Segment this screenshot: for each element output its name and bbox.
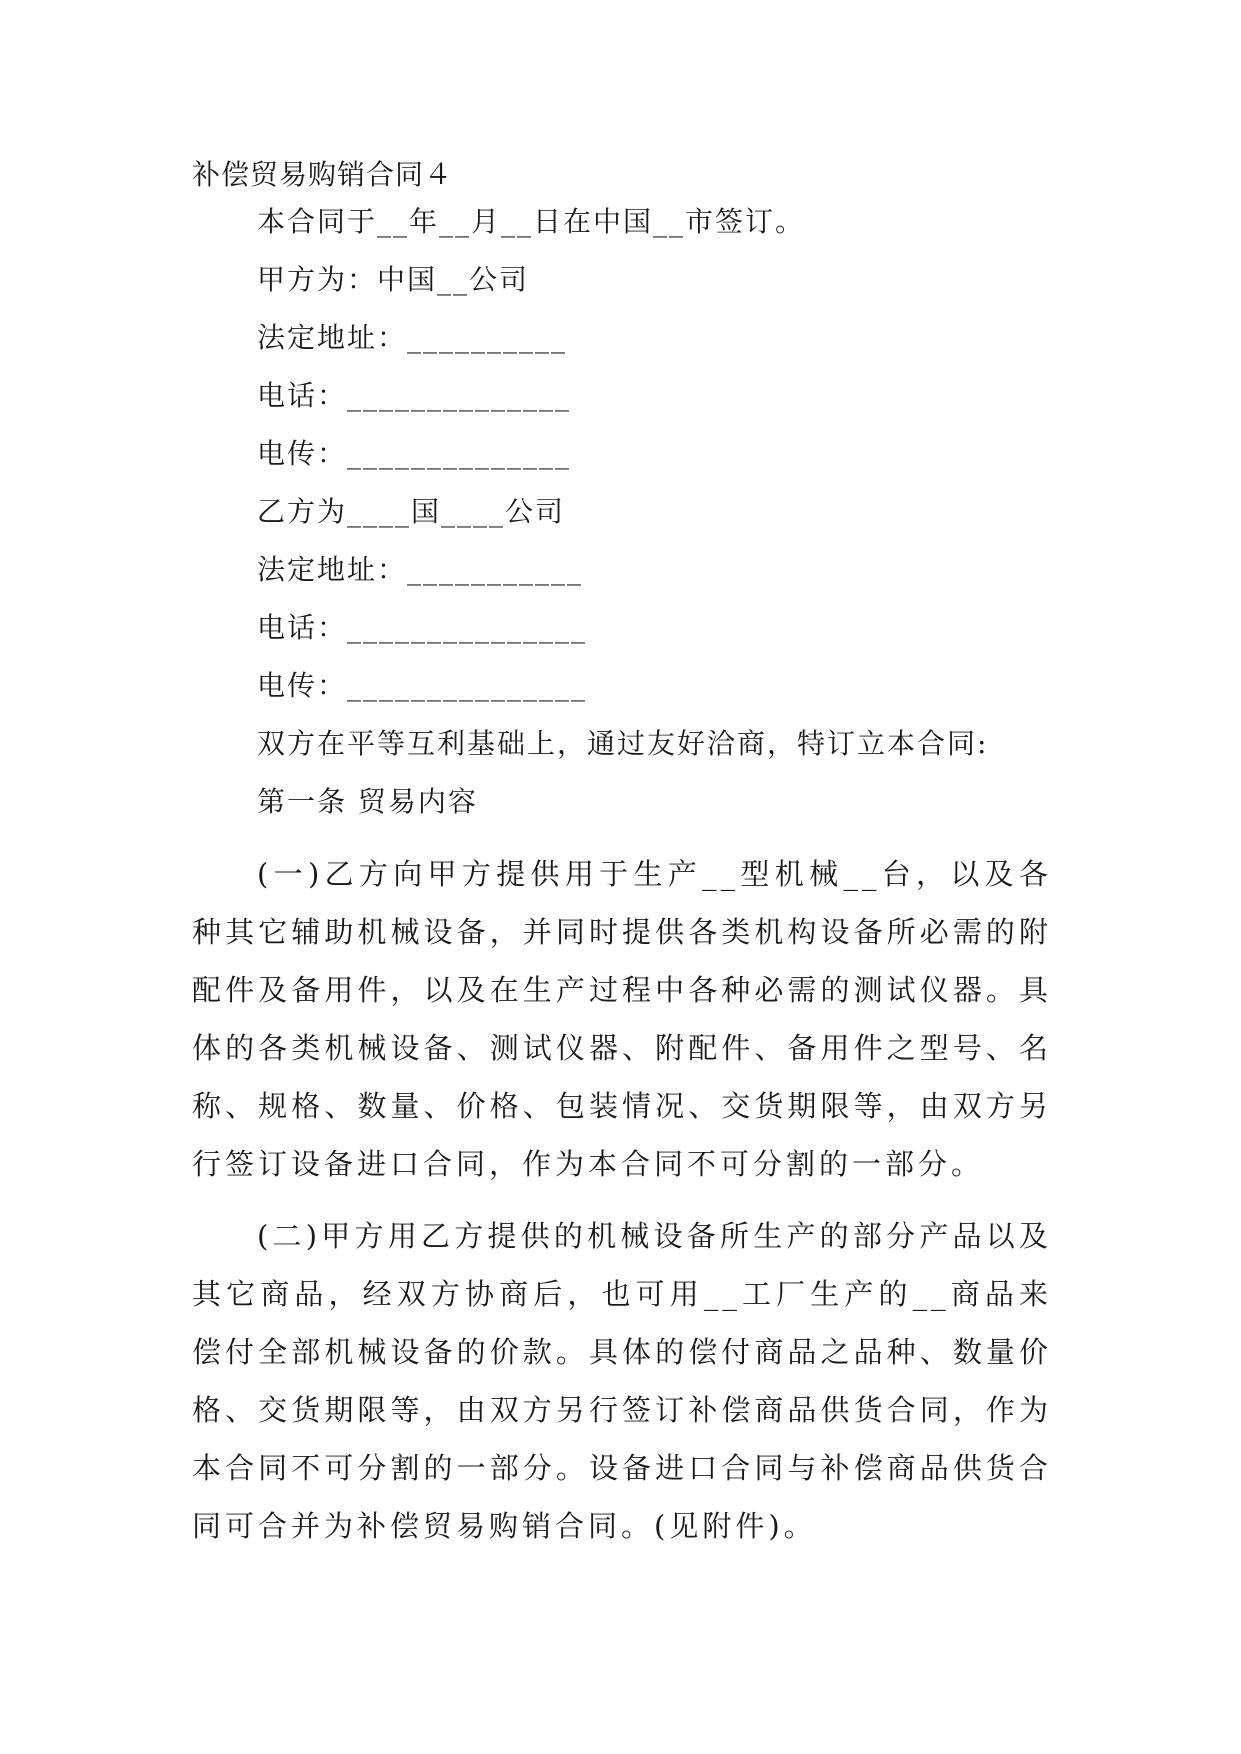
contract-body	[192, 160, 1052, 1555]
signing-date-line: 本合同于__年__月__日在中国__市签订。	[257, 205, 806, 238]
party-a-address: 法定地址：__________	[257, 321, 568, 354]
party-a-telex: 电传：______________	[257, 437, 572, 470]
preamble: 双方在平等互利基础上，通过友好洽商，特订立本合同:	[257, 727, 989, 760]
party-a-phone: 电话：______________	[257, 379, 572, 412]
clause-paragraph-1: (一)乙方向甲方提供用于生产__型机械__台，以及各种其它辅助机械设备，并同时提供各类机构设备所必需的附配件及备用件，以及在生产过程中各种必需的测试仪器。具体的各类机械设备、测试仪器、附配件、备用件之型号、名称、规格、数量、价格、包装情况、交货期限等，由双方另行签订设备进口合同，作为本合同不可分割的一部分。	[192, 857, 1052, 1181]
party-a-name: 甲方为：中国__公司	[257, 263, 530, 296]
party-b-phone: 电话：_______________	[257, 611, 588, 644]
party-b-address: 法定地址：___________	[257, 553, 584, 586]
document-title: 补偿贸易购销合同４	[192, 158, 454, 191]
clause-paragraph-2: (二)甲方用乙方提供的机械设备所生产的部分产品以及其它商品，经双方协商后，也可用__工厂生产的__商品来偿付全部机械设备的价款。具体的偿付商品之品种、数量价格、交货期限等，由双方另行签订补偿商品供货合同，作为本合同不可分割的一部分。设备进口合同与补偿商品供货合同可合并为补偿贸易购销合同。(见附件)。	[192, 1219, 1052, 1543]
party-b-name: 乙方为____国____公司	[257, 495, 566, 528]
party-b-telex: 电传：_______________	[257, 669, 588, 702]
article-heading: 第一条 贸易内容	[257, 785, 478, 818]
